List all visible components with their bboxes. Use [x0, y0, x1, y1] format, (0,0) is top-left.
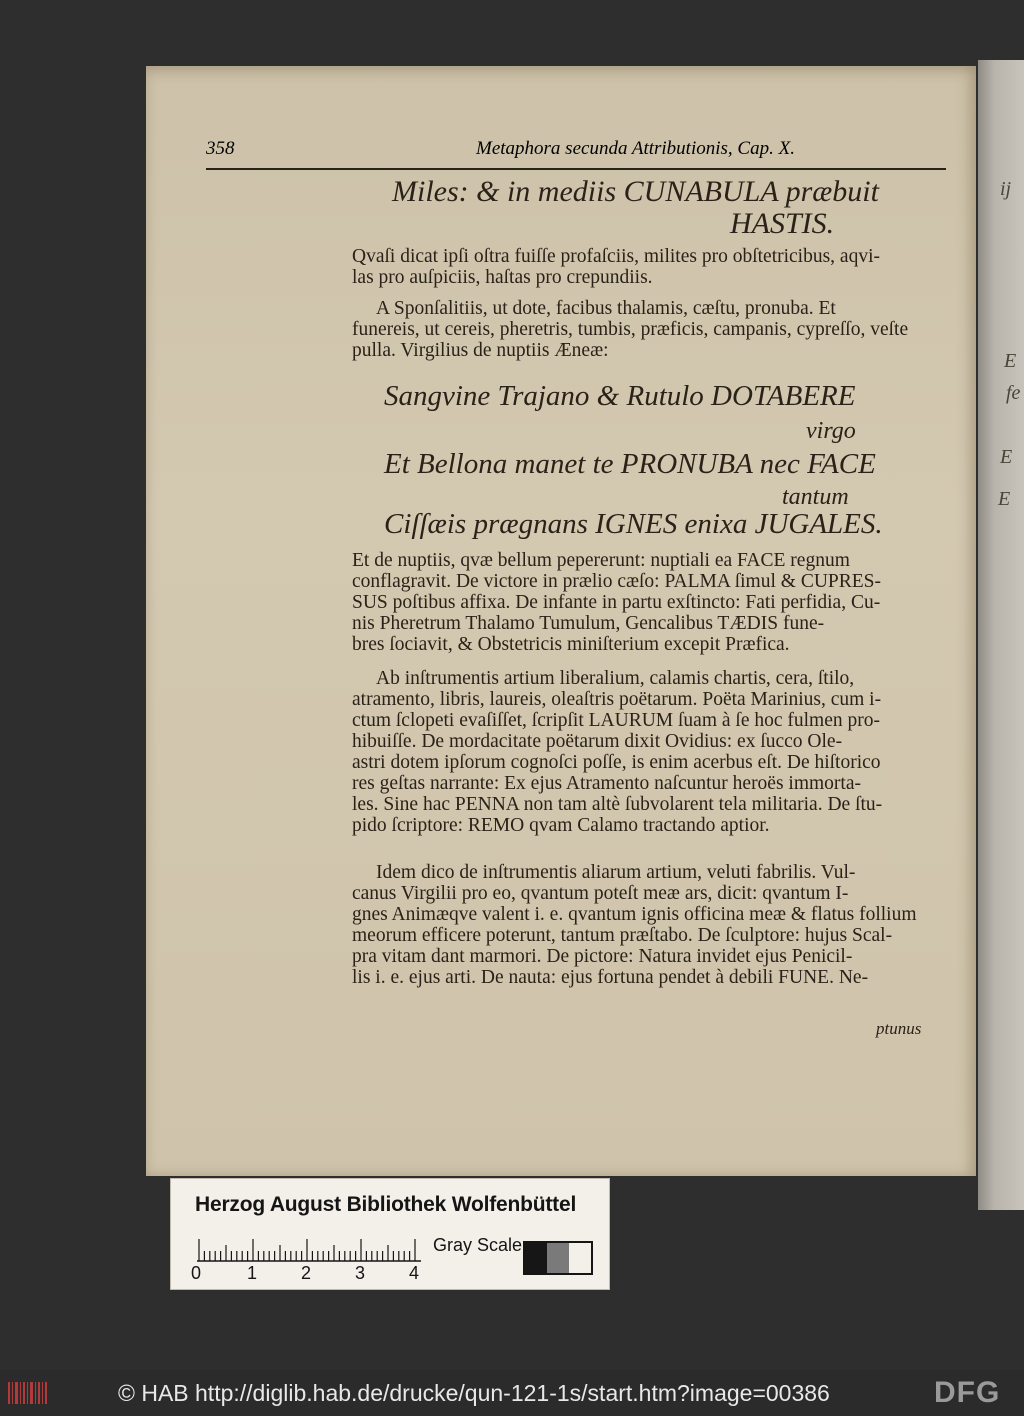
paragraph-3	[352, 550, 946, 655]
verse-line-2-turnover: tantum	[782, 484, 849, 510]
verse-line-3: Ciſſæis prægnans IGNES enixa JUGALES.	[384, 508, 883, 540]
scale-ruler	[197, 1237, 427, 1263]
gray-scale-patches	[523, 1241, 593, 1275]
barcode-icon	[8, 1380, 48, 1406]
gray-patch	[547, 1243, 569, 1273]
paragraph-5	[352, 862, 946, 988]
text-line: A Sponſalitiis, ut dote, facibus thalamis, cæſtu, pronuba. Et	[376, 298, 836, 319]
text-line: les. Sine hac PENNA non tam altè ſubvolarent tela militaria. De ſtu-	[352, 794, 883, 815]
page-number: 358	[206, 138, 235, 159]
ruler-number: 2	[301, 1263, 312, 1283]
text-line: meorum efficere poterunt, tantum præſtabo. De ſculptore: hujus Scal-	[352, 925, 893, 946]
viewer-footer	[0, 1370, 1024, 1416]
ruler-number: 0	[191, 1263, 202, 1283]
paragraph-2	[352, 298, 946, 361]
text-line: canus Virgilii pro eo, qvantum poteſt meæ ars, dicit: qvantum I-	[352, 883, 849, 904]
text-line: SUS poſtibus affixa. De infante in partu exſtincto: Fati perfidia, Cu-	[352, 592, 881, 613]
ruler-number: 3	[355, 1263, 366, 1283]
text-line: funereis, ut cereis, pheretris, tumbis, præficis, campanis, cypreſſo, veſte	[352, 319, 909, 340]
copyright-link[interactable]: © HAB http://diglib.hab.de/drucke/qun-121-1s/start.htm?image=00386	[118, 1380, 830, 1406]
text-line: nis Pheretrum Thalamo Tumulum, Gencalibus TÆDIS fune-	[352, 613, 825, 634]
paragraph-4	[352, 668, 946, 836]
text-line: Idem dico de inſtrumentis aliarum artium, veluti fabrilis. Vul-	[376, 862, 856, 883]
text-line: ctum ſclopeti evaſiſſet, ſcripſit LAURUM ſuam à ſe hoc fulmen pro-	[352, 710, 880, 731]
running-head	[206, 136, 946, 170]
verse-line-2: Et Bellona manet te PRONUBA nec FACE	[384, 448, 876, 480]
text-line: pido ſcriptore: REMO qvam Calamo tractando aptior.	[352, 815, 770, 836]
headline-line-1: Miles: & in mediis CUNABULA præbuit	[392, 175, 879, 208]
gray-patch	[569, 1243, 591, 1273]
text-line: Ab inſtrumentis artium liberalium, calamis chartis, cera, ſtilo,	[376, 668, 855, 689]
text-line: Et de nuptiis, qvæ bellum pepererunt: nuptiali ea FACE regnum	[352, 550, 850, 571]
text-line: Qvaſi dicat ipſi oſtra fuiſſe profaſciis, milites pro obſtetricibus, aqvi-	[352, 246, 880, 267]
text-line: las pro auſpiciis, haſtas pro crepundiis.	[352, 267, 653, 288]
running-head-title: Metaphora secunda Attributionis, Cap. X.	[476, 138, 795, 159]
text-line: lis i. e. ejus arti. De nauta: ejus fortuna pendet à debili FUNE. Ne-	[352, 967, 869, 988]
headline-line-2: HASTIS.	[730, 207, 835, 240]
library-name: Herzog August Bibliothek Wolfenbüttel	[195, 1193, 577, 1216]
catchword: ptunus	[876, 1019, 922, 1038]
text-line: astri dotem ipſorum cognoſci poſſe, is enim acerbus eſt. De hiſtorico	[352, 752, 881, 773]
ruler-number: 4	[409, 1263, 420, 1283]
adjacent-page-edge: ij E fe E E	[978, 60, 1024, 1210]
text-line: hibuiſſe. De mordacitate poëtarum dixit Ovidius: ex ſucco Ole-	[352, 731, 843, 752]
text-line: pulla. Virgilius de nuptiis Æneæ:	[352, 340, 609, 361]
text-line: bres ſociavit, & Obstetricis miniſterium excepit Præfica.	[352, 634, 790, 655]
text-line: gnes Animæqve valent i. e. qvantum ignis officina meæ & flatus follium	[352, 904, 917, 925]
ruler-numbers	[191, 1263, 451, 1285]
text-line: res geſtas narrante: Ex ejus Atramento naſcuntur heroës immorta-	[352, 773, 861, 794]
text-line: atramento, libris, laureis, oleaſtris poëtarum. Poëta Marinius, cum i-	[352, 689, 882, 710]
library-label-card	[170, 1178, 610, 1290]
verse-line-1-turnover: virgo	[806, 418, 856, 444]
verse-line-1: Sangvine Trajano & Rutulo DOTABERE	[384, 380, 856, 412]
text-line: pra vitam dant marmori. De pictore: Natura invidet ejus Penicil-	[352, 946, 853, 967]
ruler-number: 1	[247, 1263, 258, 1283]
gray-scale-label: Gray Scale	[433, 1235, 523, 1255]
text-line: conflagravit. De victore in prælio cæſo: PALMA ſimul & CUPRES-	[352, 571, 882, 592]
dfg-logo: DFG	[934, 1376, 1001, 1409]
paragraph-1	[352, 246, 946, 288]
gray-patch	[525, 1243, 547, 1273]
